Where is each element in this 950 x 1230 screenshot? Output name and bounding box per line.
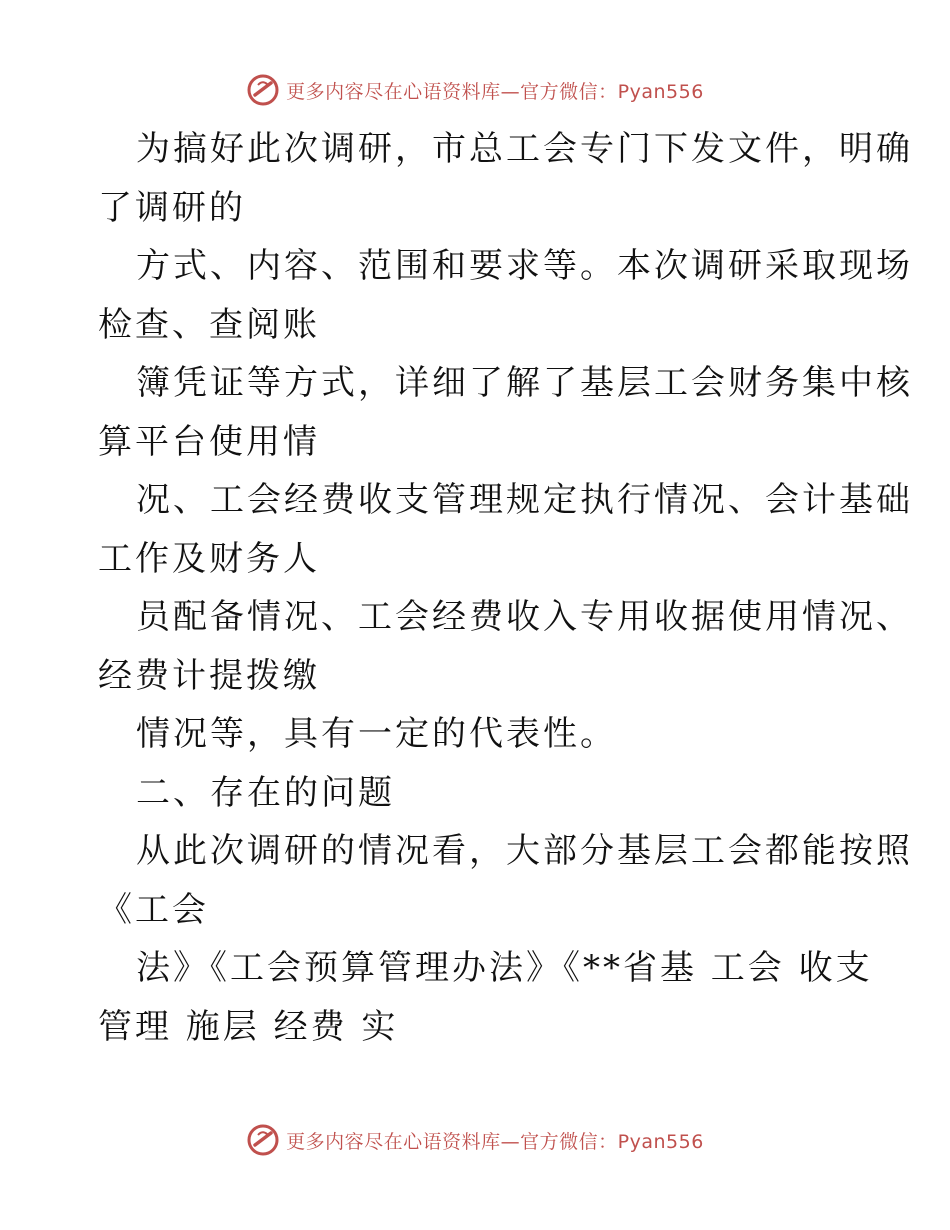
banner-text: 更多内容尽在心语资料库—官方微信：Pyan556 <box>286 1130 704 1153</box>
header-banner <box>0 70 950 110</box>
text-line: 检查、查阅账 <box>98 304 320 345</box>
document-body <box>98 120 913 1056</box>
text-line: 经费计提拨缴 <box>98 655 320 696</box>
section-heading: 二、存在的问题 <box>136 772 395 813</box>
text-line: 《工会 <box>98 889 209 930</box>
text-line: 管理 施层 经费 实 <box>98 1006 399 1047</box>
text-line: 算平台使用情 <box>98 421 320 462</box>
text-line: 为搞好此次调研，市总工会专门下发文件，明确 <box>136 129 913 169</box>
text-line: 从此次调研的情况看，大部分基层工会都能按照 <box>136 831 913 871</box>
text-line: 法》《工会预算管理办法》《**省基 工会 收支 <box>136 948 873 988</box>
seal-logo-icon <box>246 1123 280 1157</box>
text-line: 员配备情况、工会经费收入专用收据使用情况、 <box>136 597 913 637</box>
text-line: 况、工会经费收支管理规定执行情况、会计基础 <box>136 480 913 520</box>
text-line: 簿凭证等方式，详细了解了基层工会财务集中核 <box>136 363 913 403</box>
footer-banner <box>0 1120 950 1160</box>
text-line: 方式、内容、范围和要求等。本次调研采取现场 <box>136 246 913 286</box>
banner-text: 更多内容尽在心语资料库—官方微信：Pyan556 <box>286 80 704 103</box>
text-line: 了调研的 <box>98 187 246 228</box>
seal-logo-icon <box>246 73 280 107</box>
text-line: 情况等，具有一定的代表性。 <box>136 714 617 754</box>
text-line: 工作及财务人 <box>98 538 320 579</box>
